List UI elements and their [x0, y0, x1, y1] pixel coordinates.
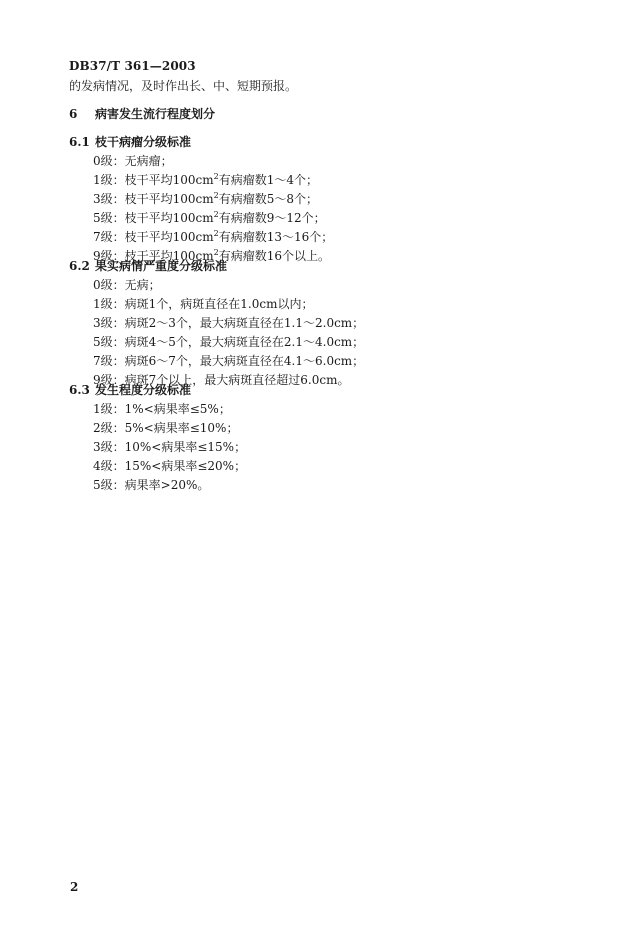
- grade-text: 7级：病斑6～7个，最大病斑直径在4.1～6.0cm；: [93, 354, 365, 368]
- grade-text: 0级：无病瘤；: [93, 154, 173, 168]
- subsection-title: 发生程度分级标准: [95, 383, 192, 397]
- grade-item: [93, 334, 364, 350]
- subsection-number: 6.1: [69, 135, 90, 149]
- grade-item: [93, 296, 313, 312]
- grade-item: [93, 401, 231, 417]
- grade-item: [93, 315, 364, 331]
- standard-code: DB37/T 361—2003: [69, 59, 196, 73]
- grade-text: 1级：病斑1个，病斑直径在1.0cm以内；: [93, 297, 314, 311]
- grade-item: [93, 420, 238, 436]
- grade-text: 7级：枝干平均100cm: [93, 230, 214, 244]
- grade-item: [93, 210, 326, 226]
- grade-text-cont: 有病瘤数9～12个；: [218, 211, 326, 225]
- grade-text: 2级：5%<病果率≤10%；: [93, 421, 239, 435]
- section-number: 6: [69, 107, 78, 121]
- grade-item: [93, 353, 364, 369]
- continuation-text: 的发病情况，及时作出长、中、短期预报。: [69, 79, 298, 93]
- grade-item: [93, 439, 246, 455]
- subsection-number: 6.2: [69, 259, 90, 273]
- grade-item: [93, 477, 209, 493]
- grade-item: [93, 153, 173, 169]
- grade-text: 4级：15%<病果率≤20%；: [93, 459, 247, 473]
- superscript: 2: [213, 229, 219, 238]
- grade-text-cont: 有病瘤数13～16个；: [218, 230, 334, 244]
- grade-item: [93, 172, 318, 188]
- section-title: 病害发生流行程度划分: [95, 107, 216, 121]
- superscript: 2: [213, 172, 219, 181]
- grade-text-cont: 有病瘤数5～8个；: [218, 192, 319, 206]
- subsection-title: 枝干病瘤分级标准: [95, 135, 192, 149]
- grade-item: [93, 229, 333, 245]
- grade-text: 5级：病斑4～5个，最大病斑直径在2.1～4.0cm；: [93, 335, 365, 349]
- subsection-title: 果实病情严重度分级标准: [95, 259, 228, 273]
- subsection-heading: [69, 382, 191, 398]
- superscript: 2: [213, 210, 219, 219]
- grade-text-cont: 有病瘤数1～4个；: [218, 173, 319, 187]
- grade-text: 1级：枝干平均100cm: [93, 173, 214, 187]
- grade-item: [93, 277, 161, 293]
- grade-text-cont: 有病瘤数16个以上。: [218, 249, 331, 263]
- subsection-number: 6.3: [69, 383, 90, 397]
- grade-item: [93, 191, 318, 207]
- superscript: 2: [213, 191, 219, 200]
- grade-item: [93, 458, 246, 474]
- grade-text: 5级：病果率>20%。: [93, 478, 210, 492]
- grade-text: 1级：1%<病果率≤5%；: [93, 402, 231, 416]
- grade-text: 3级：枝干平均100cm: [93, 192, 214, 206]
- grade-text: 3级：10%<病果率≤15%；: [93, 440, 247, 454]
- grade-text: 5级：枝干平均100cm: [93, 211, 214, 225]
- grade-text: 3级：病斑2～3个，最大病斑直径在1.1～2.0cm；: [93, 316, 365, 330]
- grade-text: 9级：枝干平均100cm: [93, 249, 214, 263]
- superscript: 2: [213, 248, 219, 257]
- subsection-heading: [69, 134, 191, 150]
- section-heading: [69, 106, 215, 122]
- subsection-heading: [69, 258, 227, 274]
- grade-text: 9级：病斑7个以上，最大病斑直径超过6.0cm。: [93, 373, 350, 387]
- page-number: 2: [70, 880, 79, 894]
- grade-text: 0级：无病；: [93, 278, 161, 292]
